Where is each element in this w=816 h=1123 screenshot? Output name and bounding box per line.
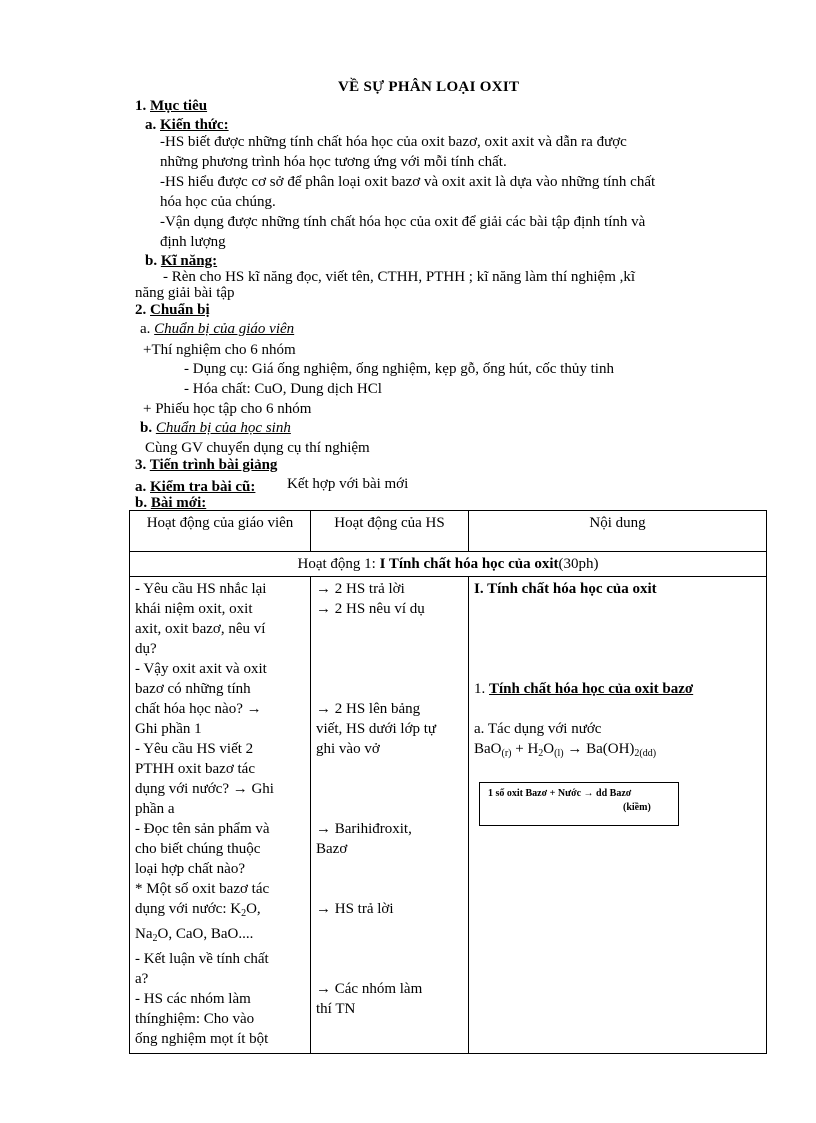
gv-line: cho biết chúng thuộc [135,841,261,857]
student-column [311,577,469,1054]
section-3-heading: 3. Tiến trình bài giảng [135,457,278,473]
gv-line: Ghi phần 1 [135,721,202,737]
section-1-heading: 1. Mục tiêu [135,98,208,114]
section-3b-heading: b. Bài mới: [135,495,207,511]
gv-line: - Vậy oxit axit và oxit [135,661,267,677]
table-row [130,577,767,1054]
hs-line: Bazơ [316,841,348,857]
section-1b-heading: b. Kĩ năng: [145,253,218,269]
content-subtitle: 1. Tính chất hóa học của oxit bazơ [474,681,694,697]
table-header-row [130,511,767,552]
hs-line: → Các nhóm làm [316,981,423,997]
hs-line: → 2 HS lên bảng [316,701,421,717]
student-prep-1: Cùng GV chuyển dụng cụ thí nghiệm [145,440,370,456]
knowledge-line-5: -Vận dụng được những tính chất hóa học của oxit để giải các bài tập định tính và [160,214,646,230]
activity-row [130,552,767,577]
header-student: Hoạt động của HS [311,511,469,552]
gv-line: chất hóa học nào? → [135,701,262,717]
gv-line: khái niệm oxit, oxit [135,601,253,617]
equation: $BaO_{(r)} + H_2O_{(l)} \to Ba(OH)_{2(dd)}$ [474,741,657,759]
teacher-prep-4: + Phiếu học tập cho 6 nhóm [143,401,312,417]
teacher-column [130,577,311,1054]
knowledge-line-1: -HS biết được những tính chất hóa học của oxit bazơ, oxit axit và dẫn ra được [160,134,627,150]
hs-line: → Barihiđroxit, [316,821,412,837]
content-title: I. Tính chất hóa học của oxit [474,581,657,597]
knowledge-line-2: những phương trình hóa học tương ứng với mỗi tính chất. [160,154,507,170]
hs-line: thí TN [316,1001,356,1017]
gv-line: loại hợp chất nào? [135,861,245,877]
gv-line: * Một số oxit bazơ tác [135,881,270,897]
gv-line: a? [135,971,149,987]
gv-line: axit, oxit bazơ, nêu ví [135,621,266,637]
teacher-prep-1: +Thí nghiệm cho 6 nhóm [143,342,296,358]
knowledge-line-6: định lượng [160,234,226,250]
gv-line-na2o: $Na_2O$, CaO, BaO.... [135,926,254,944]
section-3a-heading: a. Kiểm tra bài cũ: [135,479,256,495]
gv-line: - Kết luận về tính chất [135,951,269,967]
page-title: VỀ SỰ PHÂN LOẠI OXIT [338,79,520,95]
section-2b-heading: b. Chuẩn bị của học sinh [140,420,291,436]
knowledge-line-3: -HS hiểu được cơ sở để phân loại oxit bazơ và oxit axit là dựa vào những tính chất [160,174,656,190]
gv-line: thínghiệm: Cho vào [135,1011,255,1027]
conclusion-line-1: 1 số oxit Bazơ + Nước → dd Bazơ [488,788,632,799]
gv-line: dụ? [135,641,157,657]
teacher-prep-2: - Dụng cụ: Giá ống nghiệm, ống nghiệm, kẹp gỗ, ống hút, cốc thủy tinh [184,361,614,377]
gv-line: PTHH oxit bazơ tác [135,761,255,777]
hs-line: → 2 HS nêu ví dụ [316,601,425,617]
teacher-prep-3: - Hóa chất: CuO, Dung dịch HCl [184,381,382,397]
hs-line: → 2 HS trả lời [316,581,405,597]
hs-line: ghi vào vở [316,741,380,757]
gv-line: - HS các nhóm làm [135,991,251,1007]
header-content: Nội dung [469,511,767,552]
section-2-heading: 2. Chuẩn bị [135,302,210,318]
gv-line: - Đọc tên sản phẩm và [135,821,270,837]
hs-line: viết, HS dưới lớp tự [316,721,437,737]
lesson-table [129,510,767,1054]
gv-line: ống nghiệm mọt ít bột [135,1031,269,1047]
section-1a-heading: a. Kiến thức: [145,117,229,133]
gv-line: bazơ có những tính [135,681,251,697]
knowledge-line-4: hóa học của chúng. [160,194,276,210]
conclusion-line-2: (kiềm) [623,802,651,813]
gv-line: - Yêu cầu HS nhắc lại [135,581,267,597]
gv-line: dụng với nước? → Ghi [135,781,274,797]
gv-line: - Yêu cầu HS viết 2 [135,741,254,757]
content-item-a: a. Tác dụng với nước [474,721,602,737]
skill-line-2: năng giải bài tập [135,285,235,301]
gv-line: phần a [135,801,175,817]
header-teacher: Hoạt động của giáo viên [130,511,311,552]
section-3a-value: Kết hợp với bài mới [287,476,409,492]
hs-line: → HS trả lời [316,901,394,917]
skill-line-1: - Rèn cho HS kĩ năng đọc, viết tên, CTHH, PTHH ; kĩ năng làm thí nghiệm ,kĩ [163,269,636,285]
content-column [469,577,767,1054]
conclusion-box [479,782,679,826]
gv-line-k2o: dụng với nước: $K_2O$, [135,901,261,919]
section-2a-heading: a. Chuẩn bị của giáo viên [140,321,295,337]
activity-title: Hoạt động 1: I Tính chất hóa học của oxit(30ph) [130,552,767,577]
